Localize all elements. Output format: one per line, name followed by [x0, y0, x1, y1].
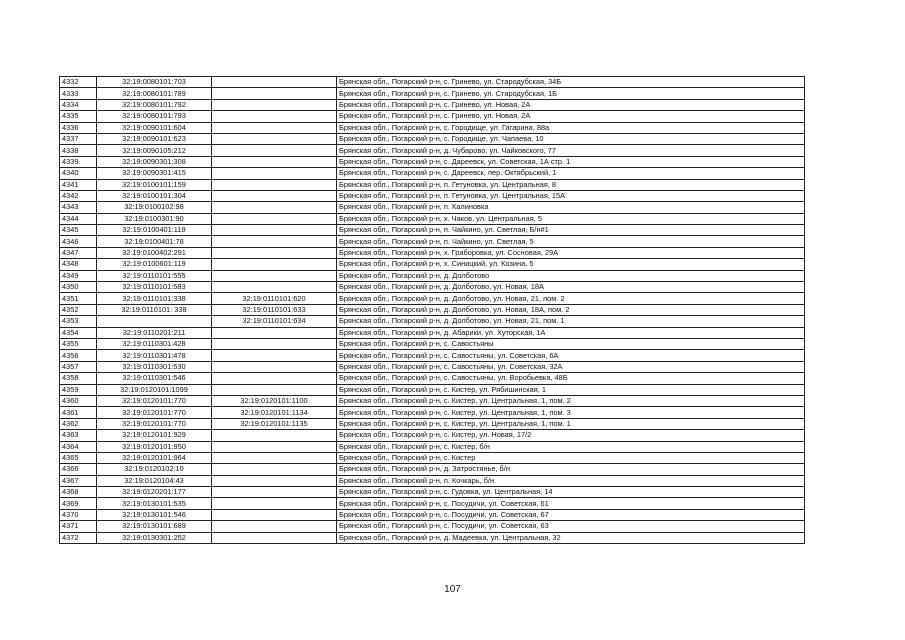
address-cell: Брянская обл., Погарский р-н, с. Гринево, ул. Новая, 2А [337, 99, 805, 110]
row-number-cell: 4346 [60, 236, 97, 247]
cadastral-number-cell: 32:19:0110301:546 [97, 373, 212, 384]
row-number-cell: 4363 [60, 430, 97, 441]
table-row [60, 521, 805, 532]
related-cadastral-number-cell [212, 145, 337, 156]
address-cell: Брянская обл., Погарский р-н, с. Кистер, ул. Центральная, 1, пом. 3 [337, 407, 805, 418]
table-row [60, 236, 805, 247]
cadastral-number-cell: 32:19:0100401:119 [97, 225, 212, 236]
cadastral-number-cell: 32:19:0090301:308 [97, 156, 212, 167]
address-cell: Брянская обл., Погарский р-н, с. Савостьяны, ул. Советская, 6А [337, 350, 805, 361]
cadastral-number-cell: 32:19:0130301:252 [97, 532, 212, 543]
related-cadastral-number-cell [212, 361, 337, 372]
address-cell: Брянская обл., Погарский р-н, с. Дареевск, пер. Октябрьский, 1 [337, 168, 805, 179]
table-row [60, 475, 805, 486]
cadastral-number-cell: 32:19:0100601:119 [97, 259, 212, 270]
table-row [60, 270, 805, 281]
table-row [60, 111, 805, 122]
row-number-cell: 4341 [60, 179, 97, 190]
row-number-cell: 4355 [60, 338, 97, 349]
related-cadastral-number-cell [212, 441, 337, 452]
row-number-cell: 4337 [60, 133, 97, 144]
address-cell: Брянская обл., Погарский р-н, с. Савостьяны, ул. Советская, 32А [337, 361, 805, 372]
row-number-cell: 4335 [60, 111, 97, 122]
cadastral-number-cell: 32:19:0110101: 338 [97, 304, 212, 315]
cadastral-number-cell: 32:19:0120101:964 [97, 452, 212, 463]
table-row [60, 452, 805, 463]
cadastral-number-cell: 32:19:0080101:703 [97, 77, 212, 88]
address-cell: Брянская обл., Погарский р-н, д. Затростянье, б/н [337, 464, 805, 475]
address-cell: Брянская обл., Погарский р-н, с. Кистер [337, 452, 805, 463]
related-cadastral-number-cell [212, 338, 337, 349]
table-row [60, 282, 805, 293]
row-number-cell: 4349 [60, 270, 97, 281]
cadastral-number-cell: 32:19:0120101:770 [97, 407, 212, 418]
cadastral-number-cell: 32:19:0100401:78 [97, 236, 212, 247]
cadastral-number-cell: 32:19:0120101:950 [97, 441, 212, 452]
related-cadastral-number-cell [212, 464, 337, 475]
address-cell: Брянская обл., Погарский р-н, д. Долботово, ул. Новая, 21, пом. 1 [337, 316, 805, 327]
related-cadastral-number-cell [212, 190, 337, 201]
row-number-cell: 4345 [60, 225, 97, 236]
cadastral-number-cell: 32:19:0100301:90 [97, 213, 212, 224]
related-cadastral-number-cell [212, 373, 337, 384]
cadastral-number-cell: 32:19:0120201:177 [97, 487, 212, 498]
cadastral-number-cell: 32:19:0110301:478 [97, 350, 212, 361]
cadastral-number-cell: 32:19:0130101:535 [97, 498, 212, 509]
related-cadastral-number-cell: 32:19:0120101:1100 [212, 395, 337, 406]
address-cell: Брянская обл., Погарский р-н, п. Калиновка [337, 202, 805, 213]
row-number-cell: 4338 [60, 145, 97, 156]
table-row [60, 99, 805, 110]
table-row [60, 133, 805, 144]
address-cell: Брянская обл., Погарский р-н, с. Посудичи, ул. Советская, 61 [337, 498, 805, 509]
related-cadastral-number-cell [212, 452, 337, 463]
related-cadastral-number-cell [212, 430, 337, 441]
table-row [60, 168, 805, 179]
cadastral-number-cell: 32:19:0120101:770 [97, 395, 212, 406]
related-cadastral-number-cell [212, 225, 337, 236]
cadastral-number-cell: 32:19:0090105:212 [97, 145, 212, 156]
row-number-cell: 4368 [60, 487, 97, 498]
address-cell: Брянская обл., Погарский р-н, п. Кочкарь, б/н [337, 475, 805, 486]
related-cadastral-number-cell [212, 521, 337, 532]
row-number-cell: 4366 [60, 464, 97, 475]
related-cadastral-number-cell [212, 487, 337, 498]
address-cell: Брянская обл., Погарский р-н, д. Долботово, ул. Новая, 21, пом. 2 [337, 293, 805, 304]
row-number-cell: 4333 [60, 88, 97, 99]
table-row [60, 213, 805, 224]
address-cell: Брянская обл., Погарский р-н, д. Абарики, ул. Хуторская, 1А [337, 327, 805, 338]
row-number-cell: 4361 [60, 407, 97, 418]
related-cadastral-number-cell [212, 350, 337, 361]
row-number-cell: 4359 [60, 384, 97, 395]
table-row [60, 122, 805, 133]
table-row [60, 259, 805, 270]
cadastral-number-cell: 32:19:0130101:546 [97, 509, 212, 520]
row-number-cell: 4336 [60, 122, 97, 133]
related-cadastral-number-cell [212, 179, 337, 190]
row-number-cell: 4347 [60, 247, 97, 258]
related-cadastral-number-cell [212, 247, 337, 258]
row-number-cell: 4332 [60, 77, 97, 88]
related-cadastral-number-cell: 32:19:0110101:620 [212, 293, 337, 304]
table-row [60, 327, 805, 338]
row-number-cell: 4351 [60, 293, 97, 304]
related-cadastral-number-cell [212, 327, 337, 338]
cadastral-number-cell: 32:19:0080101:793 [97, 111, 212, 122]
cadastral-number-cell: 32:19:0090301:415 [97, 168, 212, 179]
address-cell: Брянская обл., Погарский р-н, с. Гринево, ул. Новая, 2А [337, 111, 805, 122]
row-number-cell: 4353 [60, 316, 97, 327]
row-number-cell: 4372 [60, 532, 97, 543]
address-cell: Брянская обл., Погарский р-н, с. Кистер, ул. Новая, 17/2 [337, 430, 805, 441]
row-number-cell: 4344 [60, 213, 97, 224]
cadastral-number-cell: 32:19:0120102:10 [97, 464, 212, 475]
related-cadastral-number-cell [212, 77, 337, 88]
cadastral-number-cell: 32:19:0120101:929 [97, 430, 212, 441]
related-cadastral-number-cell: 32:19:0120101:1135 [212, 418, 337, 429]
table-row [60, 498, 805, 509]
address-cell: Брянская обл., Погарский р-н, с. Гринево, ул. Стародубская, 34Б [337, 77, 805, 88]
table-row [60, 145, 805, 156]
table-row [60, 441, 805, 452]
cadastral-number-cell: 32:19:0110301:530 [97, 361, 212, 372]
row-number-cell: 4364 [60, 441, 97, 452]
related-cadastral-number-cell: 32:19:0120101:1134 [212, 407, 337, 418]
cadastral-number-cell: 32:19:0110101:338 [97, 293, 212, 304]
table-row [60, 487, 805, 498]
address-cell: Брянская обл., Погарский р-н, с. Городище, ул. Гагарина, 88а [337, 122, 805, 133]
related-cadastral-number-cell [212, 213, 337, 224]
row-number-cell: 4357 [60, 361, 97, 372]
cadastral-number-cell: 32:19:0080101:792 [97, 99, 212, 110]
table-row [60, 225, 805, 236]
cadastral-number-cell: 32:19:0100101:304 [97, 190, 212, 201]
table-row [60, 179, 805, 190]
row-number-cell: 4342 [60, 190, 97, 201]
related-cadastral-number-cell [212, 282, 337, 293]
cadastral-number-cell: 32:19:0120104:43 [97, 475, 212, 486]
table-row [60, 304, 805, 315]
cadastral-number-cell: 32:19:0110101:583 [97, 282, 212, 293]
table-row [60, 316, 805, 327]
table-row [60, 395, 805, 406]
row-number-cell: 4350 [60, 282, 97, 293]
row-number-cell: 4343 [60, 202, 97, 213]
table-row [60, 338, 805, 349]
related-cadastral-number-cell [212, 111, 337, 122]
cadastral-number-cell: 32:19:0100101:159 [97, 179, 212, 190]
related-cadastral-number-cell: 32:19:0110101:633 [212, 304, 337, 315]
cadastral-number-cell: 32:19:0120101:1099 [97, 384, 212, 395]
row-number-cell: 4334 [60, 99, 97, 110]
cadastral-number-cell: 32:19:0100402:291 [97, 247, 212, 258]
address-cell: Брянская обл., Погарский р-н, х. Граборовка, ул. Сосновая, 29А [337, 247, 805, 258]
address-cell: Брянская обл., Погарский р-н, с. Дареевск, ул. Советская, 1А стр. 1 [337, 156, 805, 167]
row-number-cell: 4340 [60, 168, 97, 179]
property-registry-table [59, 76, 805, 544]
address-cell: Брянская обл., Погарский р-н, х. Синицкий, ул. Козина, 5 [337, 259, 805, 270]
address-cell: Брянская обл., Погарский р-н, с. Посудичи, ул. Советская, 67 [337, 509, 805, 520]
row-number-cell: 4352 [60, 304, 97, 315]
address-cell: Брянская обл., Погарский р-н, с. Кистер, ул. Рябишинская, 1 [337, 384, 805, 395]
address-cell: Брянская обл., Погарский р-н, д. Мадеевка, ул. Центральная, 32 [337, 532, 805, 543]
address-cell: Брянская обл., Погарский р-н, п. Чайкино, ул. Светлая, 5 [337, 236, 805, 247]
table-row [60, 509, 805, 520]
related-cadastral-number-cell [212, 532, 337, 543]
row-number-cell: 4356 [60, 350, 97, 361]
table-row [60, 77, 805, 88]
table-row [60, 418, 805, 429]
address-cell: Брянская обл., Погарский р-н, с. Кистер, б/н [337, 441, 805, 452]
related-cadastral-number-cell [212, 384, 337, 395]
address-cell: Брянская обл., Погарский р-н, с. Савостьяны [337, 338, 805, 349]
related-cadastral-number-cell [212, 509, 337, 520]
related-cadastral-number-cell [212, 133, 337, 144]
address-cell: Брянская обл., Погарский р-н, д. Долботово [337, 270, 805, 281]
cadastral-number-cell: 32:19:0090101:604 [97, 122, 212, 133]
related-cadastral-number-cell [212, 202, 337, 213]
table-row [60, 464, 805, 475]
address-cell: Брянская обл., Погарский р-н, д. Чубарово, ул. Чайковского, 77 [337, 145, 805, 156]
table-row [60, 202, 805, 213]
address-cell: Брянская обл., Погарский р-н, с. Городище, ул. Чапаева, 10 [337, 133, 805, 144]
address-cell: Брянская обл., Погарский р-н, х. Чаков, ул. Центральная, 5 [337, 213, 805, 224]
table-row [60, 350, 805, 361]
table-row [60, 532, 805, 543]
row-number-cell: 4365 [60, 452, 97, 463]
table-row [60, 247, 805, 258]
table-row [60, 293, 805, 304]
address-cell: Брянская обл., Погарский р-н, с. Гринево, ул. Стародубская, 1Б [337, 88, 805, 99]
cadastral-number-cell: 32:19:0080101:789 [97, 88, 212, 99]
related-cadastral-number-cell [212, 99, 337, 110]
row-number-cell: 4348 [60, 259, 97, 270]
address-cell: Брянская обл., Погарский р-н, д. Долботово, ул. Новая, 18А [337, 282, 805, 293]
related-cadastral-number-cell: 32:19:0110101:634 [212, 316, 337, 327]
cadastral-number-cell: 32:19:0100102:98 [97, 202, 212, 213]
related-cadastral-number-cell [212, 236, 337, 247]
table-row [60, 384, 805, 395]
cadastral-number-cell: 32:19:0110201:211 [97, 327, 212, 338]
row-number-cell: 4362 [60, 418, 97, 429]
table-row [60, 430, 805, 441]
row-number-cell: 4354 [60, 327, 97, 338]
address-cell: Брянская обл., Погарский р-н, п. Чайкино, ул. Светлая, Б/н#1 [337, 225, 805, 236]
table-row [60, 407, 805, 418]
row-number-cell: 4360 [60, 395, 97, 406]
row-number-cell: 4370 [60, 509, 97, 520]
related-cadastral-number-cell [212, 498, 337, 509]
registry-table-body [60, 77, 805, 544]
related-cadastral-number-cell [212, 156, 337, 167]
related-cadastral-number-cell [212, 270, 337, 281]
row-number-cell: 4371 [60, 521, 97, 532]
cadastral-number-cell [97, 316, 212, 327]
address-cell: Брянская обл., Погарский р-н, с. Савостьяны, ул. Воробьевка, 48Б [337, 373, 805, 384]
row-number-cell: 4367 [60, 475, 97, 486]
cadastral-number-cell: 32:19:0130101:689 [97, 521, 212, 532]
row-number-cell: 4369 [60, 498, 97, 509]
table-row [60, 190, 805, 201]
address-cell: Брянская обл., Погарский р-н, с. Кистер, ул. Центральная, 1, пом. 1 [337, 418, 805, 429]
cadastral-number-cell: 32:19:0110301:428 [97, 338, 212, 349]
table-row [60, 361, 805, 372]
address-cell: Брянская обл., Погарский р-н, д. Долботово, ул. Новая, 18А, пом. 2 [337, 304, 805, 315]
table-row [60, 88, 805, 99]
address-cell: Брянская обл., Погарский р-н, с. Кистер, ул. Центральная, 1, пом. 2 [337, 395, 805, 406]
related-cadastral-number-cell [212, 88, 337, 99]
related-cadastral-number-cell [212, 168, 337, 179]
related-cadastral-number-cell [212, 475, 337, 486]
address-cell: Брянская обл., Погарский р-н, с. Посудичи, ул. Советская, 63 [337, 521, 805, 532]
address-cell: Брянская обл., Погарский р-н, п. Гетуновка, ул. Центральная, 8 [337, 179, 805, 190]
cadastral-number-cell: 32:19:0120101:770 [97, 418, 212, 429]
page-number: 107 [444, 584, 461, 595]
related-cadastral-number-cell [212, 259, 337, 270]
table-row [60, 156, 805, 167]
cadastral-number-cell: 32:19:0110101:555 [97, 270, 212, 281]
address-cell: Брянская обл., Погарский р-н, п. Гетуновка, ул. Центральная, 15А [337, 190, 805, 201]
row-number-cell: 4339 [60, 156, 97, 167]
related-cadastral-number-cell [212, 122, 337, 133]
address-cell: Брянская обл., Погарский р-н, с. Гудовка, ул. Центральная, 14 [337, 487, 805, 498]
cadastral-number-cell: 32:19:0090101:623 [97, 133, 212, 144]
table-row [60, 373, 805, 384]
row-number-cell: 4358 [60, 373, 97, 384]
